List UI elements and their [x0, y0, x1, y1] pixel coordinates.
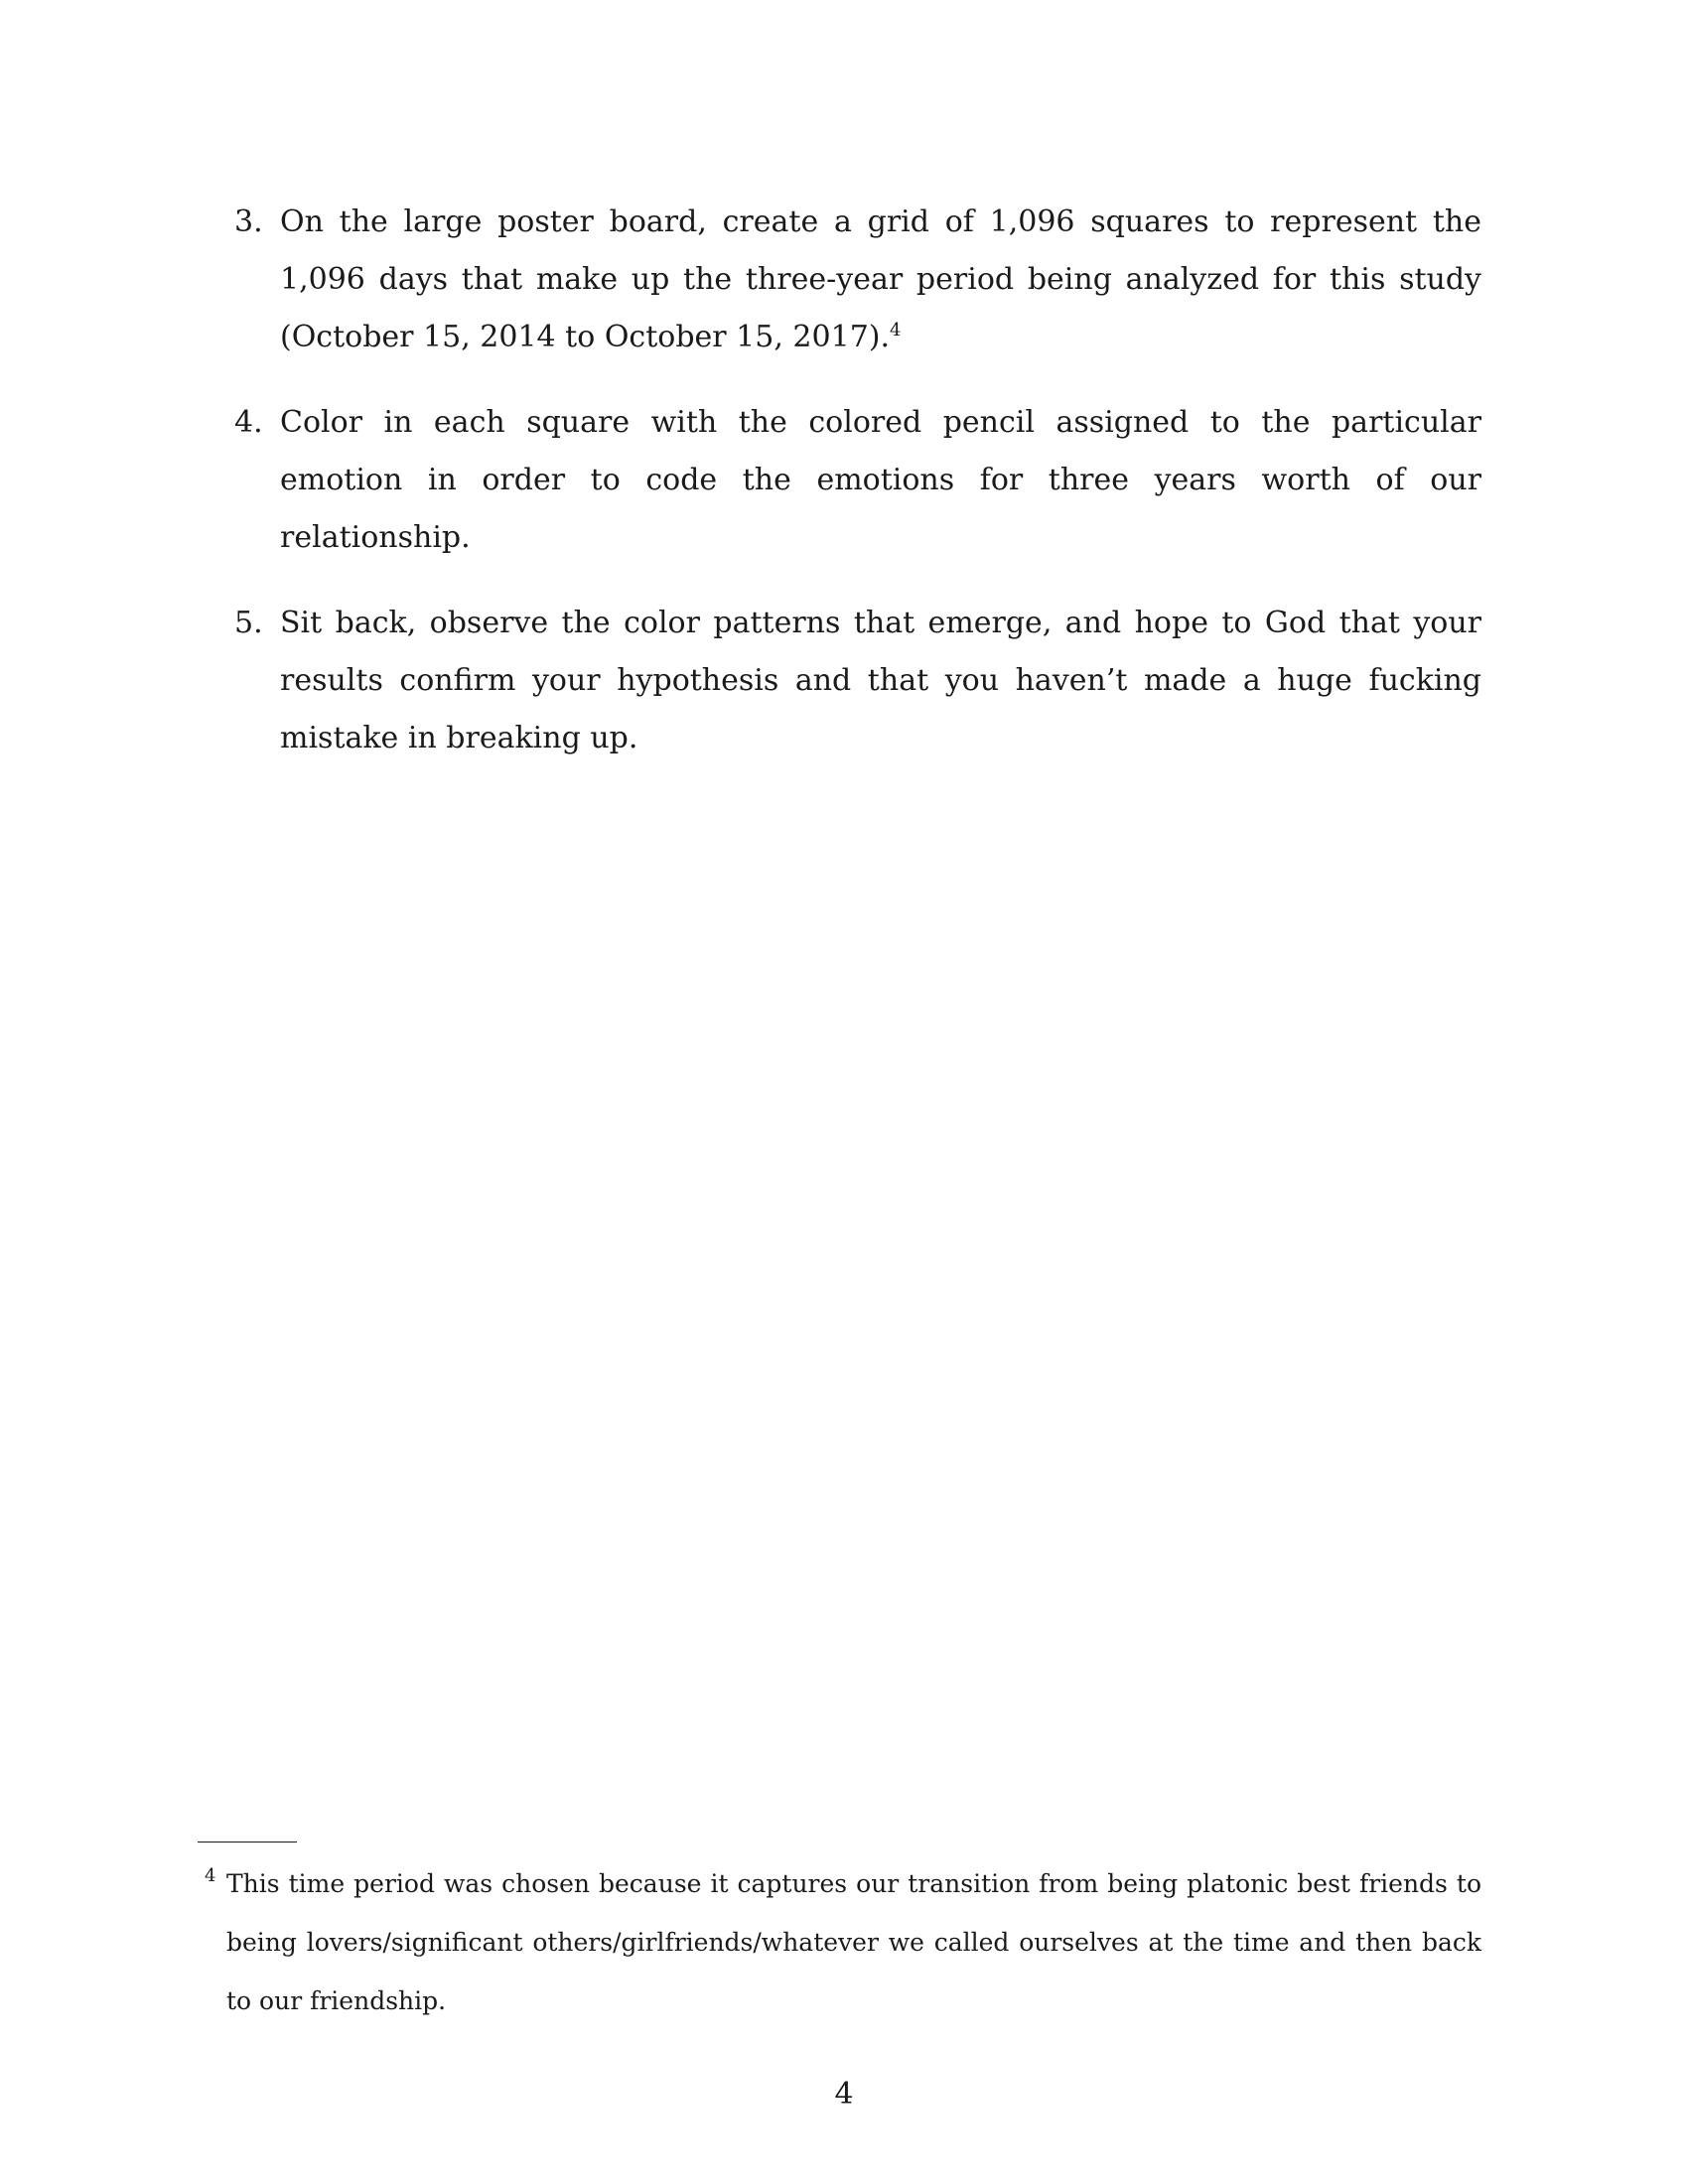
list-item-text: On the large poster board, create a grid of 1,096 squares to represent the 1,096 days that make up the three-year period being analyzed for this study (October 15, 2014 to October 15, 2017). — [280, 205, 1481, 354]
page-number: 4 — [834, 2077, 854, 2112]
list-item-text: Color in each square with the colored pencil assigned to the particular emotion in order to code the emotions for three years worth of our relationship. — [280, 405, 1481, 555]
footnote-text: This time period was chosen because it captures our transition from being platonic best friends to being lovers/significant others/girlfriends/whatever we called ourselves at the time and then back to our friendship. — [226, 1869, 1481, 2015]
list-item — [234, 394, 1481, 567]
numbered-list — [234, 194, 1481, 795]
list-item — [234, 595, 1481, 767]
footnote-mark: 4 — [205, 1865, 216, 1886]
footnote — [205, 1854, 1481, 2030]
list-item-number: 3. — [234, 205, 263, 239]
footnote-divider — [198, 1842, 297, 1843]
list-item-text: Sit back, observe the color patterns that emerge, and hope to God that your results confirm your hypothesis and that you haven’t made a huge fucking mistake in breaking up. — [280, 606, 1481, 755]
list-item-number: 5. — [234, 606, 263, 640]
list-item-number: 4. — [234, 405, 263, 440]
footnote-reference[interactable]: 4 — [890, 320, 902, 341]
list-item — [234, 194, 1481, 366]
